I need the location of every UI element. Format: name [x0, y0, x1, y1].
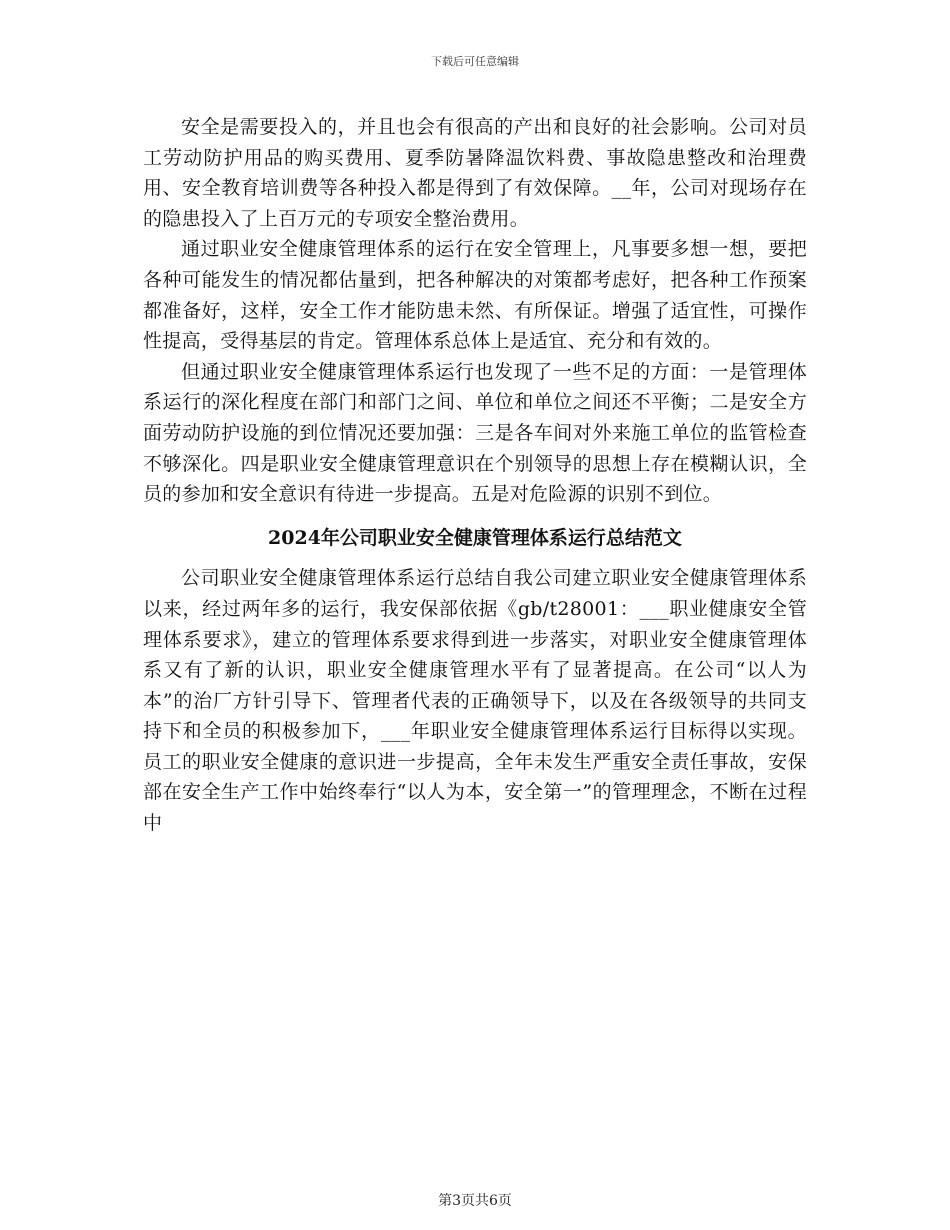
page-header: 下载后可任意编辑: [431, 55, 519, 68]
paragraph: 通过职业安全健康管理体系的运行在安全管理上，凡事要多想一想，要把各种可能发生的情况都估量到，把各种解决的对策都考虑好，把各种工作预案都准备好，这样，安全工作才能防患未然、有所保证。增强了适宜性，可操作性提高，受得基层的肯定。管理体系总体上是适宜、充分和有效的。: [143, 238, 807, 353]
paragraph: 公司职业安全健康管理体系运行总结自我公司建立职业安全健康管理体系以来，经过两年多的运行，我安保部依据《gb/t28001：___职业健康安全管理体系要求》，建立的管理体系要求得到进一步落实，对职业安全健康管理体系又有了新的认识，职业安全健康管理水平有了显著提高。在公司“以人为本”的治厂方针引导下、管理者代表的正确领导下，以及在各级领导的共同支持下和全员的积极参加下，___年职业安全健康管理体系运行目标得以实现。员工的职业安全健康的意识进一步提高，全年未发生严重安全责任事故，安保部在安全生产工作中始终奉行“以人为本，安全第一”的管理理念，不断在过程中: [143, 567, 807, 835]
document-body: [143, 112, 807, 839]
section-title: 2024年公司职业安全健康管理体系运行总结范文: [268, 526, 682, 549]
paragraph: 安全是需要投入的，并且也会有很高的产出和良好的社会影响。公司对员工劳动防护用品的购买费用、夏季防暑降温饮料费、事故隐患整改和治理费用、安全教育培训费等各种投入都是得到了有效保障。__年，公司对现场存在的隐患投入了上百万元的专项安全整治费用。: [143, 116, 807, 230]
page-footer: 第3页共6页: [438, 1193, 512, 1209]
paragraph: 但通过职业安全健康管理体系运行也发现了一些不足的方面：一是管理体系运行的深化程度在部门和部门之间、单位和单位之间还不平衡；二是安全方面劳动防护设施的到位情况还要加强：三是各车间对外来施工单位的监管检查不够深化。四是职业安全健康管理意识在个别领导的思想上存在模糊认识，全员的参加和安全意识有待进一步提高。五是对危险源的识别不到位。: [143, 360, 807, 506]
